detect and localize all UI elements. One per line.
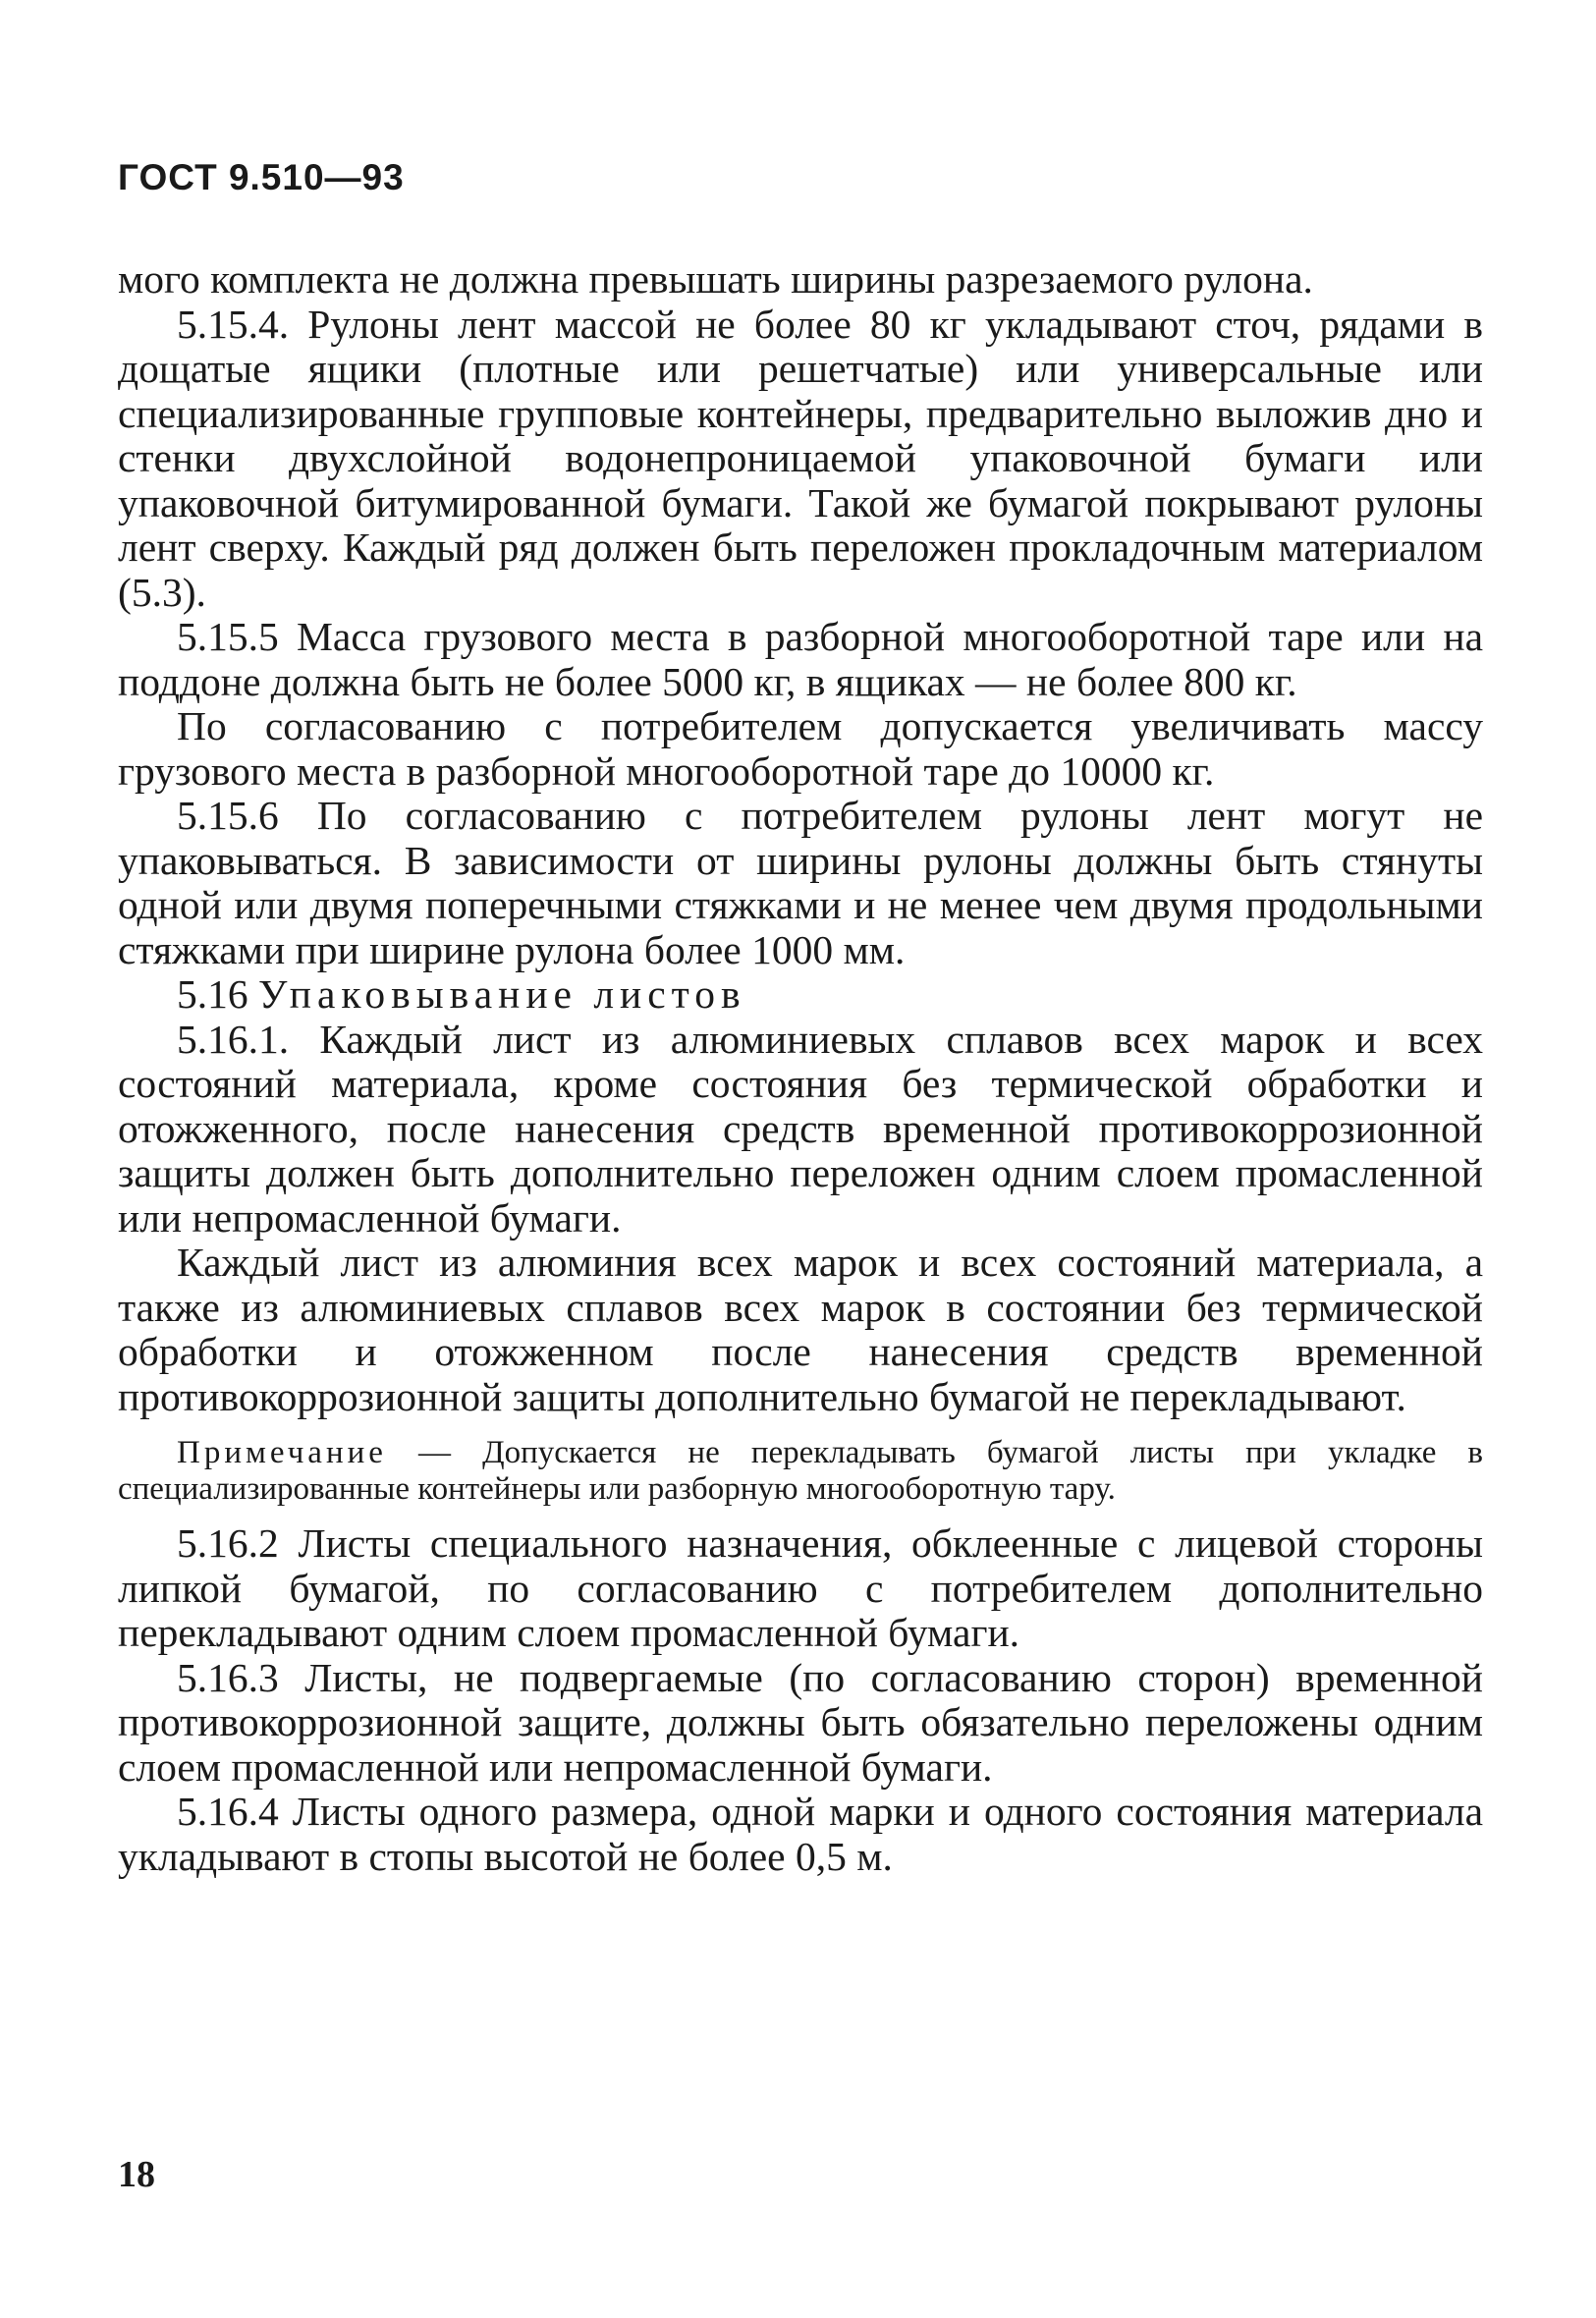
paragraph-continuation: мого комплекта не должна превышать ширины разрезаемого рулона. (118, 256, 1313, 302)
paragraph-5-16-3: 5.16.3 Листы, не подвергаемые (по согласованию сторон) временной противокоррозионной защите, должны быть обязательно переложены одним слоем промасленной или непромасленной бумаги. (118, 1654, 1483, 1790)
paragraph-5-16-4: 5.16.4 Листы одного размера, одной марки и одного состояния материала укладывают в стопы высотой не более 0,5 м. (118, 1789, 1483, 1879)
note-block (118, 1435, 1483, 1508)
paragraph-5-15-4: 5.15.4. Рулоны лент массой не более 80 кг укладывают сточ, рядами в дощатые ящики (плотные или решетчатые) или универсальные или специализированные групповые контейнеры, предварительно выложив дно и стенки двухслойной водонепроницаемой упаковочной бумаги или упаковочной битумированной бумаги. Такой же бумагой покрывают рулоны лент сверху. Каждый ряд должен быть переложен прокладочным материалом (5.3). (118, 301, 1483, 615)
paragraph-aluminium-sheets: Каждый лист из алюминия всех марок и всех состояний материала, а также из алюминиевых сплавов всех марок в состоянии без термической обработки и отожженном после нанесения средств временной противокоррозионной защиты дополнительно бумагой не перекладывают. (118, 1240, 1483, 1419)
paragraph-agreement: По согласованию с потребителем допускается увеличивать массу грузового места в разборной многооборотной таре до 10000 кг. (118, 703, 1483, 794)
paragraph-5-16-2: 5.16.2 Листы специального назначения, обклеенные с лицевой стороны липкой бумагой, по согласованию с потребителем дополнительно перекладывают одним слоем промасленной бумаги. (118, 1520, 1483, 1655)
note-text: — Допускается не перекладывать бумагой листы при укладке в специализированные контейнеры или разборную многооборотную тару. (118, 1435, 1483, 1507)
paragraph-5-15-5: 5.15.5 Масса грузового места в разборной многооборотной таре или на поддоне должна быть не более 5000 кг, в ящиках — не более 800 кг. (118, 614, 1483, 704)
paragraph-5-15-6: 5.15.6 По согласованию с потребителем рулоны лент могут не упаковываться. В зависимости от ширины рулоны должны быть стянуты одной или двумя поперечными стяжками и не менее чем двумя продольными стяжками при ширине рулона более 1000 мм. (118, 793, 1483, 972)
document-page (118, 157, 1483, 1879)
section-number: 5.16 (177, 971, 248, 1017)
page-number: 18 (118, 2154, 155, 2195)
section-heading-5-16 (118, 972, 1483, 1018)
paragraph-5-16-1: 5.16.1. Каждый лист из алюминиевых сплавов всех марок и всех состояний материала, кроме состояния без термической обработки и отожженного, после нанесения средств временной противокоррозионной защиты должен быть дополнительно переложен одним слоем промасленной или непромасленной бумаги. (118, 1016, 1483, 1241)
document-header: ГОСТ 9.510—93 (118, 157, 405, 197)
note-label: Примечание (177, 1435, 387, 1470)
section-title: Упаковывание листов (258, 971, 746, 1017)
document-body (118, 257, 1483, 1419)
document-body-continued (118, 1521, 1483, 1879)
